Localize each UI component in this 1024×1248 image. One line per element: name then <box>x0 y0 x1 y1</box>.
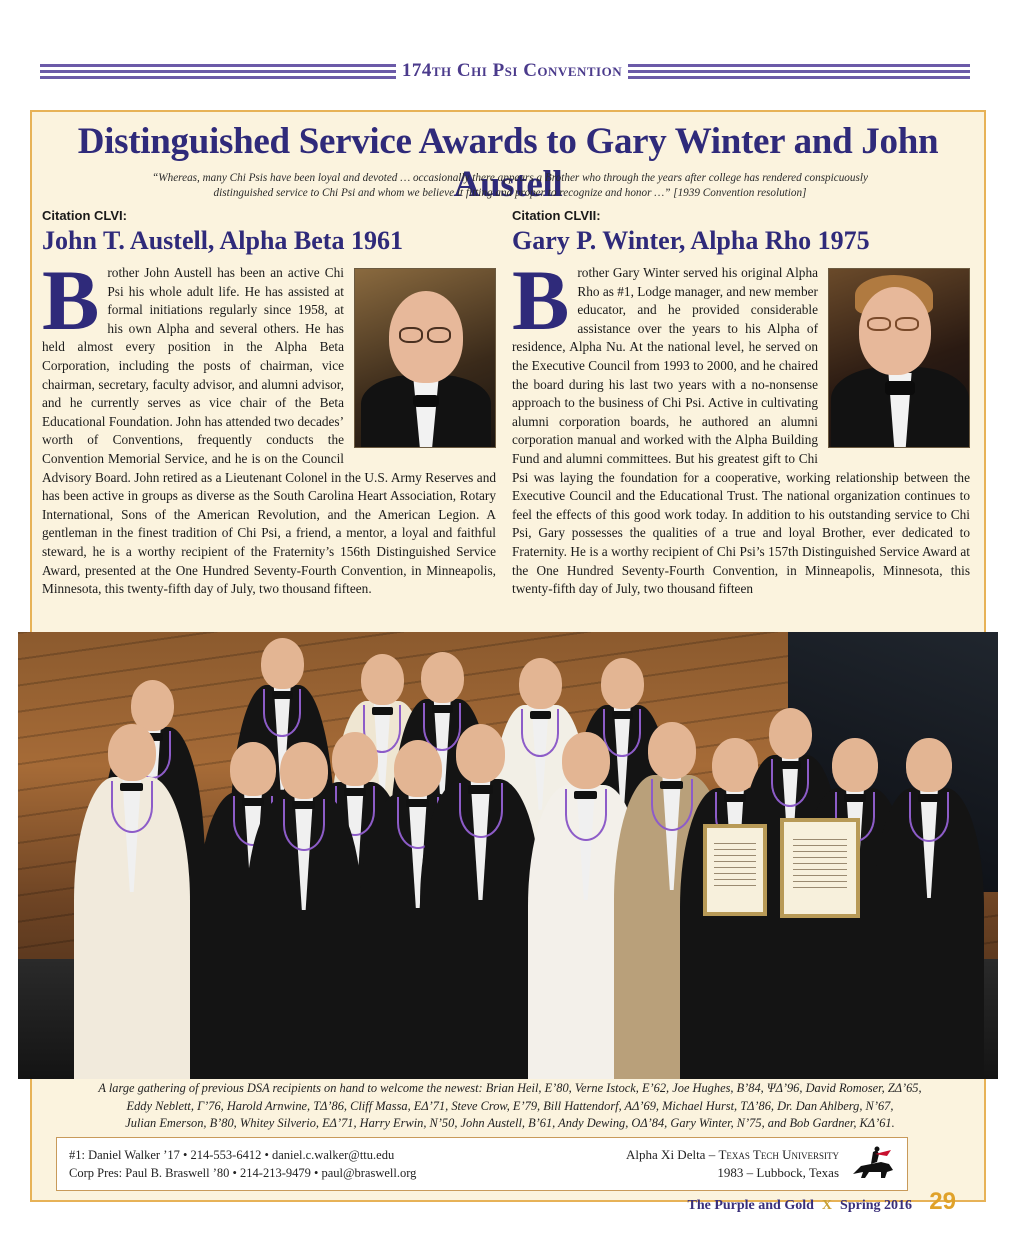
citation-label-left: Citation CLVI: <box>42 208 127 223</box>
photo-caption <box>40 1080 980 1133</box>
publication-name: The Purple and Gold <box>687 1198 814 1213</box>
citation-body-left <box>42 252 496 599</box>
article-quote <box>140 171 880 201</box>
chapter-founded: 1983 – Lubbock, Texas <box>717 1165 839 1180</box>
certificate-2 <box>780 818 860 918</box>
citation-label-right: Citation CLVII: <box>512 208 601 223</box>
issue-name: Spring 2016 <box>840 1198 912 1213</box>
quote-line-1: “Whereas, many Chi Psis have been loyal and devoted … occasionally there appears a Brother who through the years after college has rendered conspicuously <box>152 172 868 184</box>
citation-text-right: rother Gary Winter served his original Alpha Rho as #1, Lodge manager, and new member educator, and he provided considerable assistance over the years to his Alpha of residence, Alpha Nu. At the national level, he served on the Executive Council from 1993 to 2000, and he chaired the board during his last two years with a no-nonsense approach to the business of Chi Psi. Active in cultivating alumni corporation boards, he authored an alumni corporation manual and worked with the Alpha Building Fund and alumni committees. But his greatest gift to Chi Psi was laying the foundation for a cooperative, working relationship between the Executive Council and the Educational Trust. The national organization continues to feel the effects of this good work today. In addition to his outstanding service to Chi Psi, Gary possesses the qualities of a true and loyal Brother, ever dedicated to Fraternity. He is a worthy recipient of Chi Psi’s 157th Distinguished Service Award at the One Hundred Seventy-Fourth Convention, in Minneapolis, Minnesota, this twenty-fifth day of July, two thousand fifteen <box>512 265 970 597</box>
contact-president: #1: Daniel Walker ’17 • 214-553-6412 • daniel.c.walker@ttu.edu <box>69 1148 395 1162</box>
section-header-text: 174th Chi Psi Convention <box>396 60 628 81</box>
dropcap-right: B <box>512 252 570 348</box>
section-header <box>0 60 1024 82</box>
chi-psi-symbol-icon: X <box>821 1198 833 1213</box>
footer-publication <box>687 1198 912 1214</box>
dropcap-left: B <box>42 252 100 348</box>
honoree-name-left: John T. Austell, Alpha Beta 1961 <box>42 226 403 255</box>
contact-corp-president: Corp Pres: Paul B. Braswell ’80 • 214-213-9479 • paul@braswell.org <box>69 1166 417 1180</box>
texas-tech-rider-logo-icon <box>847 1144 899 1184</box>
article-title: Distinguished Service Awards to Gary Winter and John Austell <box>77 121 939 205</box>
chapter-name: Alpha Xi Delta – <box>626 1147 716 1162</box>
university-name: Texas Tech University <box>718 1147 839 1162</box>
citation-body-right <box>512 252 970 599</box>
portrait-john-austell <box>354 268 496 448</box>
page-number: 29 <box>929 1188 956 1215</box>
honoree-name-right: Gary P. Winter, Alpha Rho 1975 <box>512 226 870 255</box>
portrait-gary-winter <box>828 268 970 448</box>
chapter-contact-box <box>56 1137 908 1191</box>
quote-line-2: distinguished service to Chi Psi and whom we believe it fitting and proper to recognize and honor …” [1939 Convention resolution] <box>213 187 807 199</box>
chapter-contacts <box>69 1146 416 1182</box>
caption-line-2: Eddy Neblett, Γ’76, Harold Arnwine, TΔ’86, Cliff Massa, EΔ’71, Steve Crow, E’79, Bill Hattendorf, AΔ’69, Michael Hurst, TΔ’86, Dr. Dan Ahlberg, N’67, <box>126 1098 894 1113</box>
caption-line-3: Julian Emerson, B’80, Whitey Silverio, EΔ’71, Harry Erwin, N’50, John Austell, B’61, Andy Dewing, OΔ’84, Gary Winter, N’75, and Bob Gardner, KΔ’61. <box>125 1116 895 1130</box>
caption-line-1: A large gathering of previous DSA recipients on hand to welcome the newest: Brian Heil, E’80, Verne Istock, E’62, Joe Hughes, B’84, ΨΔ’96, David Romoser, ZΔ’65, <box>98 1081 922 1095</box>
chapter-info <box>626 1146 839 1182</box>
group-photo <box>18 632 998 1079</box>
certificate-1 <box>703 824 767 916</box>
citation-text-left: rother John Austell has been an active Chi Psi his whole adult life. He has assisted at formal initiations regularly since 1958, at his own Alpha and several others. He has held almost every position in the Alpha Beta Corporation, including the posts of chairman, vice chairman, secretary, faculty advisor, and alumni advisor, and he currently serves as vice chair of the Beta Educational Foundation. John has attended two decades’ worth of Conventions, frequently conducts the Convention Memorial Service, and he is on the Council Advisory Board. John retired as a Lieutenant Colonel in the U.S. Army Reserves and has been active in groups as diverse as the South Carolina Heart Association, Rotary International, Sons of the American Revolution, and the American Legion. A gentleman in the finest tradition of Chi Psi, a friend, a mentor, a loyal and faithful steward, he is a worthy recipient of the Fraternity’s 156th Distinguished Service Award, presented at the One Hundred Seventy-Fourth Convention, in Minneapolis, Minnesota, this twenty-fifth day of July, two thousand fifteen. <box>42 265 496 597</box>
